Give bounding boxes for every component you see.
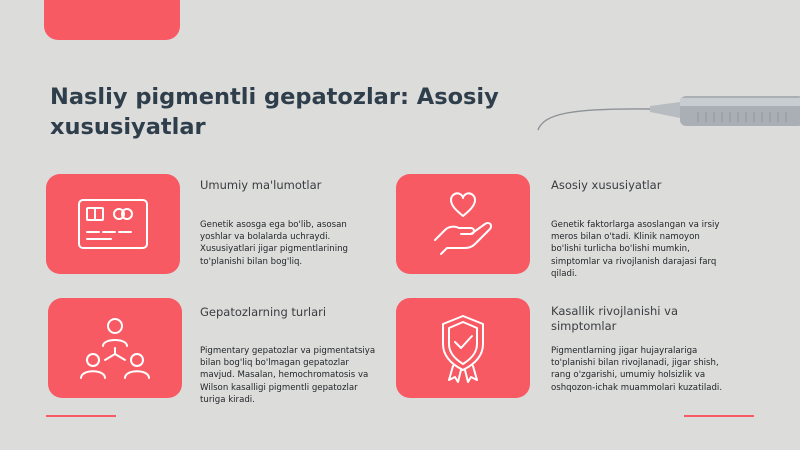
people-network-icon [75, 308, 155, 388]
section-icon-card [46, 174, 180, 274]
dental-probe-icon [530, 86, 800, 146]
decorative-line-left [46, 415, 116, 417]
section-heading: Asosiy xususiyatlar [551, 178, 662, 192]
shield-check-icon [423, 308, 503, 388]
section-body: Genetik faktorlarga asoslangan va irsiy meros bilan o'tadi. Klinik namoyon bo'lishi turlicha bo'lishi mumkin, simptomlar va rivojlanish darajasi farq qiladi. [551, 220, 720, 279]
decorative-line-right [684, 415, 754, 417]
heart-hand-icon [423, 184, 503, 264]
section-icon-card [396, 174, 530, 274]
section-body: Pigmentlarning jigar hujayralariga to'planishi bilan rivojlanadi, jigar shish, rang o'zgarishi, umumiy holsizlik va oshqozon-ichak muammolari kuzatiladi. [551, 346, 723, 393]
section-icon-card [48, 298, 182, 398]
section-heading: Kasallik rivojlanishi va simptomlar [551, 304, 678, 333]
decorative-top-tab [44, 0, 180, 40]
section-body: Genetik asosga ega bo'lib, asosan yoshlar va bolalarda uchraydi. Xususiyatlari jigar pigmentlarining to'planishi bilan bog'liq. [200, 220, 348, 267]
section-heading: Umumiy ma'lumotlar [200, 178, 322, 192]
slide-title: Nasliy pigmentli gepatozlar: Asosiy xususiyatlar [50, 84, 499, 140]
section-icon-card [396, 298, 530, 398]
credit-card-icon [73, 184, 153, 264]
section-body: Pigmentary gepatozlar va pigmentatsiya bilan bog'liq bo'lmagan gepatozlar mavjud. Masalan, hemochromatosis va Wilson kasalligi pigmentli gepatozlar turiga kiradi. [200, 346, 376, 405]
section-heading: Gepatozlarning turlari [200, 305, 327, 319]
